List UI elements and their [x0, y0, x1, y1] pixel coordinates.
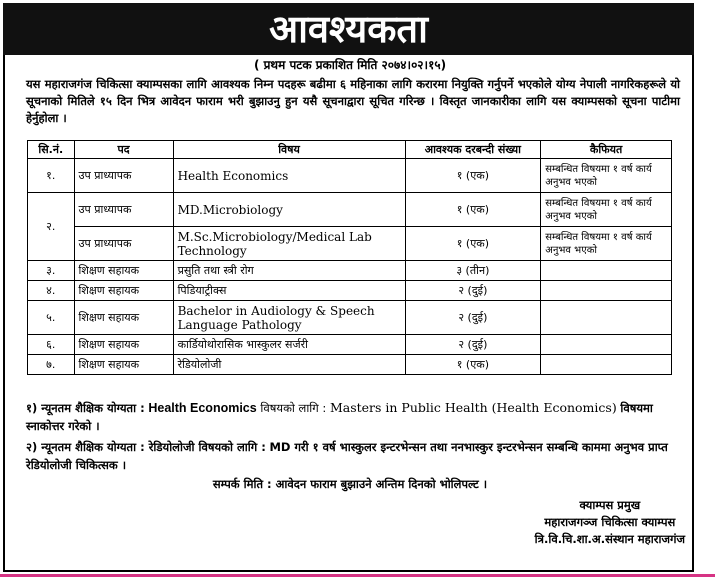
cell-remark	[541, 355, 672, 375]
note1-suffix: विषयमा स्नाकोत्तर गरेको ।	[26, 401, 653, 433]
cell-remark	[541, 281, 672, 301]
cell-post: शिक्षण सहायक	[74, 261, 173, 281]
cell-post: उप प्राध्यापक	[74, 227, 173, 261]
cell-count: १ (एक)	[405, 159, 541, 193]
cell-count: २ (दुई)	[405, 335, 541, 355]
cell-subject: Bachelor in Audiology & Speech Language Pathology	[173, 301, 405, 335]
cell-sn: ६.	[28, 335, 75, 355]
cell-subject: Health Economics	[173, 159, 405, 193]
cell-subject: पिडियाट्रीक्स	[173, 281, 405, 301]
cell-post: शिक्षण सहायक	[74, 301, 173, 335]
table-row	[28, 355, 672, 375]
qualification-note-2	[26, 438, 686, 474]
note1-subject: Health Economics	[148, 401, 257, 415]
notice-title: आवश्यकता	[3, 3, 694, 55]
signature-block	[535, 497, 685, 548]
cell-post: उप प्राध्यापक	[74, 159, 173, 193]
cell-remark	[541, 301, 672, 335]
vacancy-table	[27, 140, 672, 375]
cell-remark	[541, 261, 672, 281]
cell-sn: ३.	[28, 261, 75, 281]
table-header-row	[28, 141, 672, 159]
table-row	[28, 281, 672, 301]
table-row	[28, 159, 672, 193]
signature-line-1: क्याम्पस प्रमुख	[579, 498, 641, 512]
bottom-divider	[0, 574, 715, 577]
cell-sn: १.	[28, 159, 75, 193]
cell-sn: ५.	[28, 301, 75, 335]
cell-count: १ (एक)	[405, 193, 541, 227]
cell-subject: रेडियोलोजी	[173, 355, 405, 375]
qualification-note-1	[26, 399, 686, 435]
table-row	[28, 301, 672, 335]
cell-sn: ७.	[28, 355, 75, 375]
cell-subject: कार्डियोथोरासिक भास्कुलर सर्जरी	[173, 335, 405, 355]
note1-mid: विषयको लागि :	[260, 401, 327, 415]
table-row	[28, 193, 672, 227]
cell-post: शिक्षण सहायक	[74, 355, 173, 375]
note2-text: MD गरी १ वर्ष भास्कुलर इन्टरभेन्सन तथा ननभास्कुर इन्टरभेन्सन सम्बन्धि काममा अनुभव प्राप्त रेडियोलोजी चिकित्सक ।	[26, 440, 668, 472]
cell-subject: MD.Microbiology	[173, 193, 405, 227]
cell-count: २ (दुई)	[405, 281, 541, 301]
cell-post: शिक्षण सहायक	[74, 335, 173, 355]
contact-date: सम्पर्क मिति : आवेदन फाराम बुझाउने अन्तिम दिनको भोलिपल्ट ।	[212, 477, 488, 491]
cell-sn: २.	[28, 193, 75, 261]
cell-sn: ४.	[28, 281, 75, 301]
cell-post: शिक्षण सहायक	[74, 281, 173, 301]
cell-count: ३ (तीन)	[405, 261, 541, 281]
signature-line-2: महाराजगञ्ज चिकित्सा क्याम्पस	[544, 515, 676, 529]
intro-paragraph: यस महाराजगंज चिकित्सा क्याम्पसका लागि आवश्यक निम्न पदहरू बढीमा ६ महिनाका लागि करारमा नियुक्ति गर्नुपर्ने भएकोले योग्य नेपाली नागरिकहरूले यो सूचनाको मितिले १५ दिन भित्र आवेदन फाराम भरी बुझाउनु हुन यसै सूचनाद्वारा सूचित गरिन्छ । विस्तृत जानकारीका लागि यस क्याम्पसको सूचना पाटीमा हेर्नुहोला ।	[26, 77, 680, 125]
signature-line-3: त्रि.वि.चि.शा.अ.संस्थान महाराजगंज	[534, 532, 685, 546]
note1-prefix: १) न्यूनतम शैक्षिक योग्यता :	[26, 401, 145, 415]
cell-count: १ (एक)	[405, 227, 541, 261]
cell-count: १ (एक)	[405, 355, 541, 375]
cell-remark: सम्बन्धित विषयमा १ वर्ष कार्य अनुभव भएको	[541, 193, 672, 227]
table-row	[28, 261, 672, 281]
cell-subject: प्रसुति तथा स्त्री रोग	[173, 261, 405, 281]
cell-subject: M.Sc.Microbiology/Medical Lab Technology	[173, 227, 405, 261]
cell-count: २ (दुई)	[405, 301, 541, 335]
note1-degree: Masters in Public Health (Health Economics)	[329, 400, 617, 415]
cell-remark: सम्बन्धित विषयमा १ वर्ष कार्य अनुभव भएको	[541, 159, 672, 193]
header-post: पद	[74, 141, 173, 159]
header-subject: विषय	[173, 141, 405, 159]
header-remark: कैफियत	[541, 141, 672, 159]
cell-remark	[541, 335, 672, 355]
header-sn: सि.नं.	[28, 141, 75, 159]
table-row	[28, 227, 672, 261]
publication-date: ( प्रथम पटक प्रकाशित मिति २०७४।०२।१५)	[253, 58, 447, 72]
note2-prefix: २) न्यूनतम शैक्षिक योग्यता : रेडियोलोजी विषयको लागि :	[26, 440, 266, 454]
cell-remark: सम्बन्धित विषयमा १ वर्ष कार्य अनुभव भएको	[541, 227, 672, 261]
table-row	[28, 335, 672, 355]
cell-post: उप प्राध्यापक	[74, 193, 173, 227]
header-count: आवश्यक दरबन्दी संख्या	[405, 141, 541, 159]
